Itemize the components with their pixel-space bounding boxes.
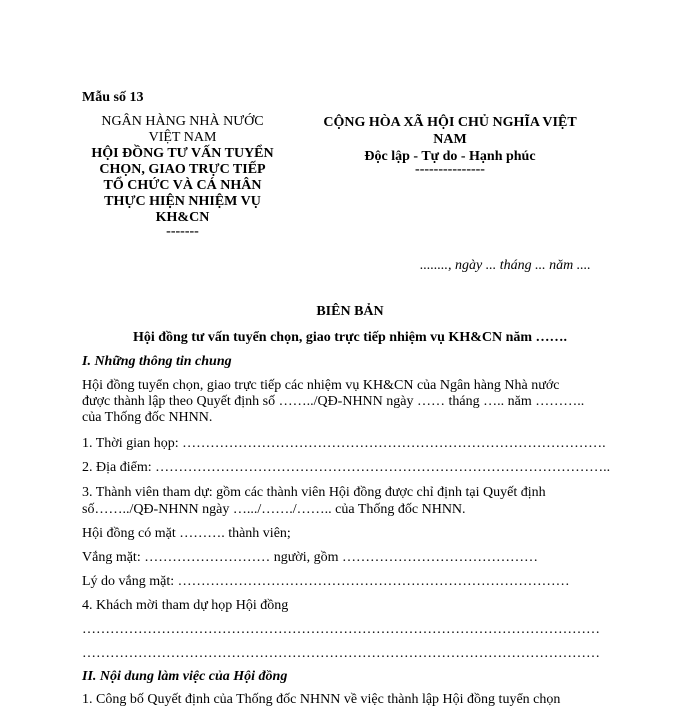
country-name-line2: NAM xyxy=(433,132,467,147)
right-divider: --------------- xyxy=(415,162,485,177)
left-header xyxy=(70,114,295,238)
council-line: KH&CN xyxy=(155,210,210,225)
guests-heading: 4. Khách mời tham dự họp Hội đồng xyxy=(82,598,289,613)
form-number: Mẫu số 13 xyxy=(82,90,144,105)
dotted-line: ………………………………………………………………………………………………… xyxy=(82,622,600,637)
document-title: BIÊN BẢN xyxy=(316,304,384,319)
org-name-line2: VIỆT NAM xyxy=(148,130,217,145)
section2-heading: II. Nội dung làm việc của Hội đồng xyxy=(82,669,288,684)
right-header xyxy=(305,114,595,175)
attendees xyxy=(82,484,546,518)
left-divider: ------- xyxy=(166,224,199,239)
meeting-location: 2. Địa điểm: …………………………………………………………………………………….. xyxy=(82,460,611,475)
intro-line: của Thống đốc NHNN. xyxy=(82,410,213,425)
meeting-time: 1. Thời gian họp: ………………………………………………………………………………. xyxy=(82,436,606,451)
motto: Độc lập - Tự do - Hạnh phúc xyxy=(364,149,536,164)
council-line: HỘI ĐỒNG TƯ VẤN TUYỂN xyxy=(91,146,274,161)
absent-count: Vắng mặt: ……………………… người, gồm …………………………………… xyxy=(82,550,538,565)
council-line: TỔ CHỨC VÀ CÁ NHÂN xyxy=(103,178,262,193)
present-count: Hội đồng có mặt ………. thành viên; xyxy=(82,526,291,541)
dotted-line: ………………………………………………………………………………………………… xyxy=(82,646,600,661)
absence-reason: Lý do vắng mặt: ………………………………………………………………………… xyxy=(82,574,570,589)
section1-intro xyxy=(82,378,584,426)
date-line: ........, ngày ... tháng ... năm .... xyxy=(420,258,591,273)
section1-heading: I. Những thông tin chung xyxy=(82,354,232,369)
org-name-line1: NGÂN HÀNG NHÀ NƯỚC xyxy=(101,114,264,129)
intro-line: được thành lập theo Quyết định số ……../QĐ-NHNN ngày …… tháng ….. năm ……….. xyxy=(82,394,585,409)
document-subtitle: Hội đồng tư vấn tuyển chọn, giao trực tiếp nhiệm vụ KH&CN năm ……. xyxy=(132,330,568,345)
section2-line1: 1. Công bố Quyết định của Thống đốc NHNN về việc thành lập Hội đồng tuyển chọn xyxy=(82,692,561,707)
intro-line: Hội đồng tuyển chọn, giao trực tiếp các nhiệm vụ KH&CN của Ngân hàng Nhà nước xyxy=(82,378,560,393)
country-name-line1: CỘNG HÒA XÃ HỘI CHỦ NGHĨA VIỆT xyxy=(323,115,577,130)
council-line: CHỌN, GIAO TRỰC TIẾP xyxy=(99,162,266,177)
attendees-line: số……../QĐ-NHNN ngày ….../……./…….. của Thống đốc NHNN. xyxy=(82,502,466,517)
council-line: THỰC HIỆN NHIỆM VỤ xyxy=(104,194,261,209)
attendees-line: 3. Thành viên tham dự: gồm các thành viên Hội đồng được chỉ định tại Quyết định xyxy=(82,485,546,500)
